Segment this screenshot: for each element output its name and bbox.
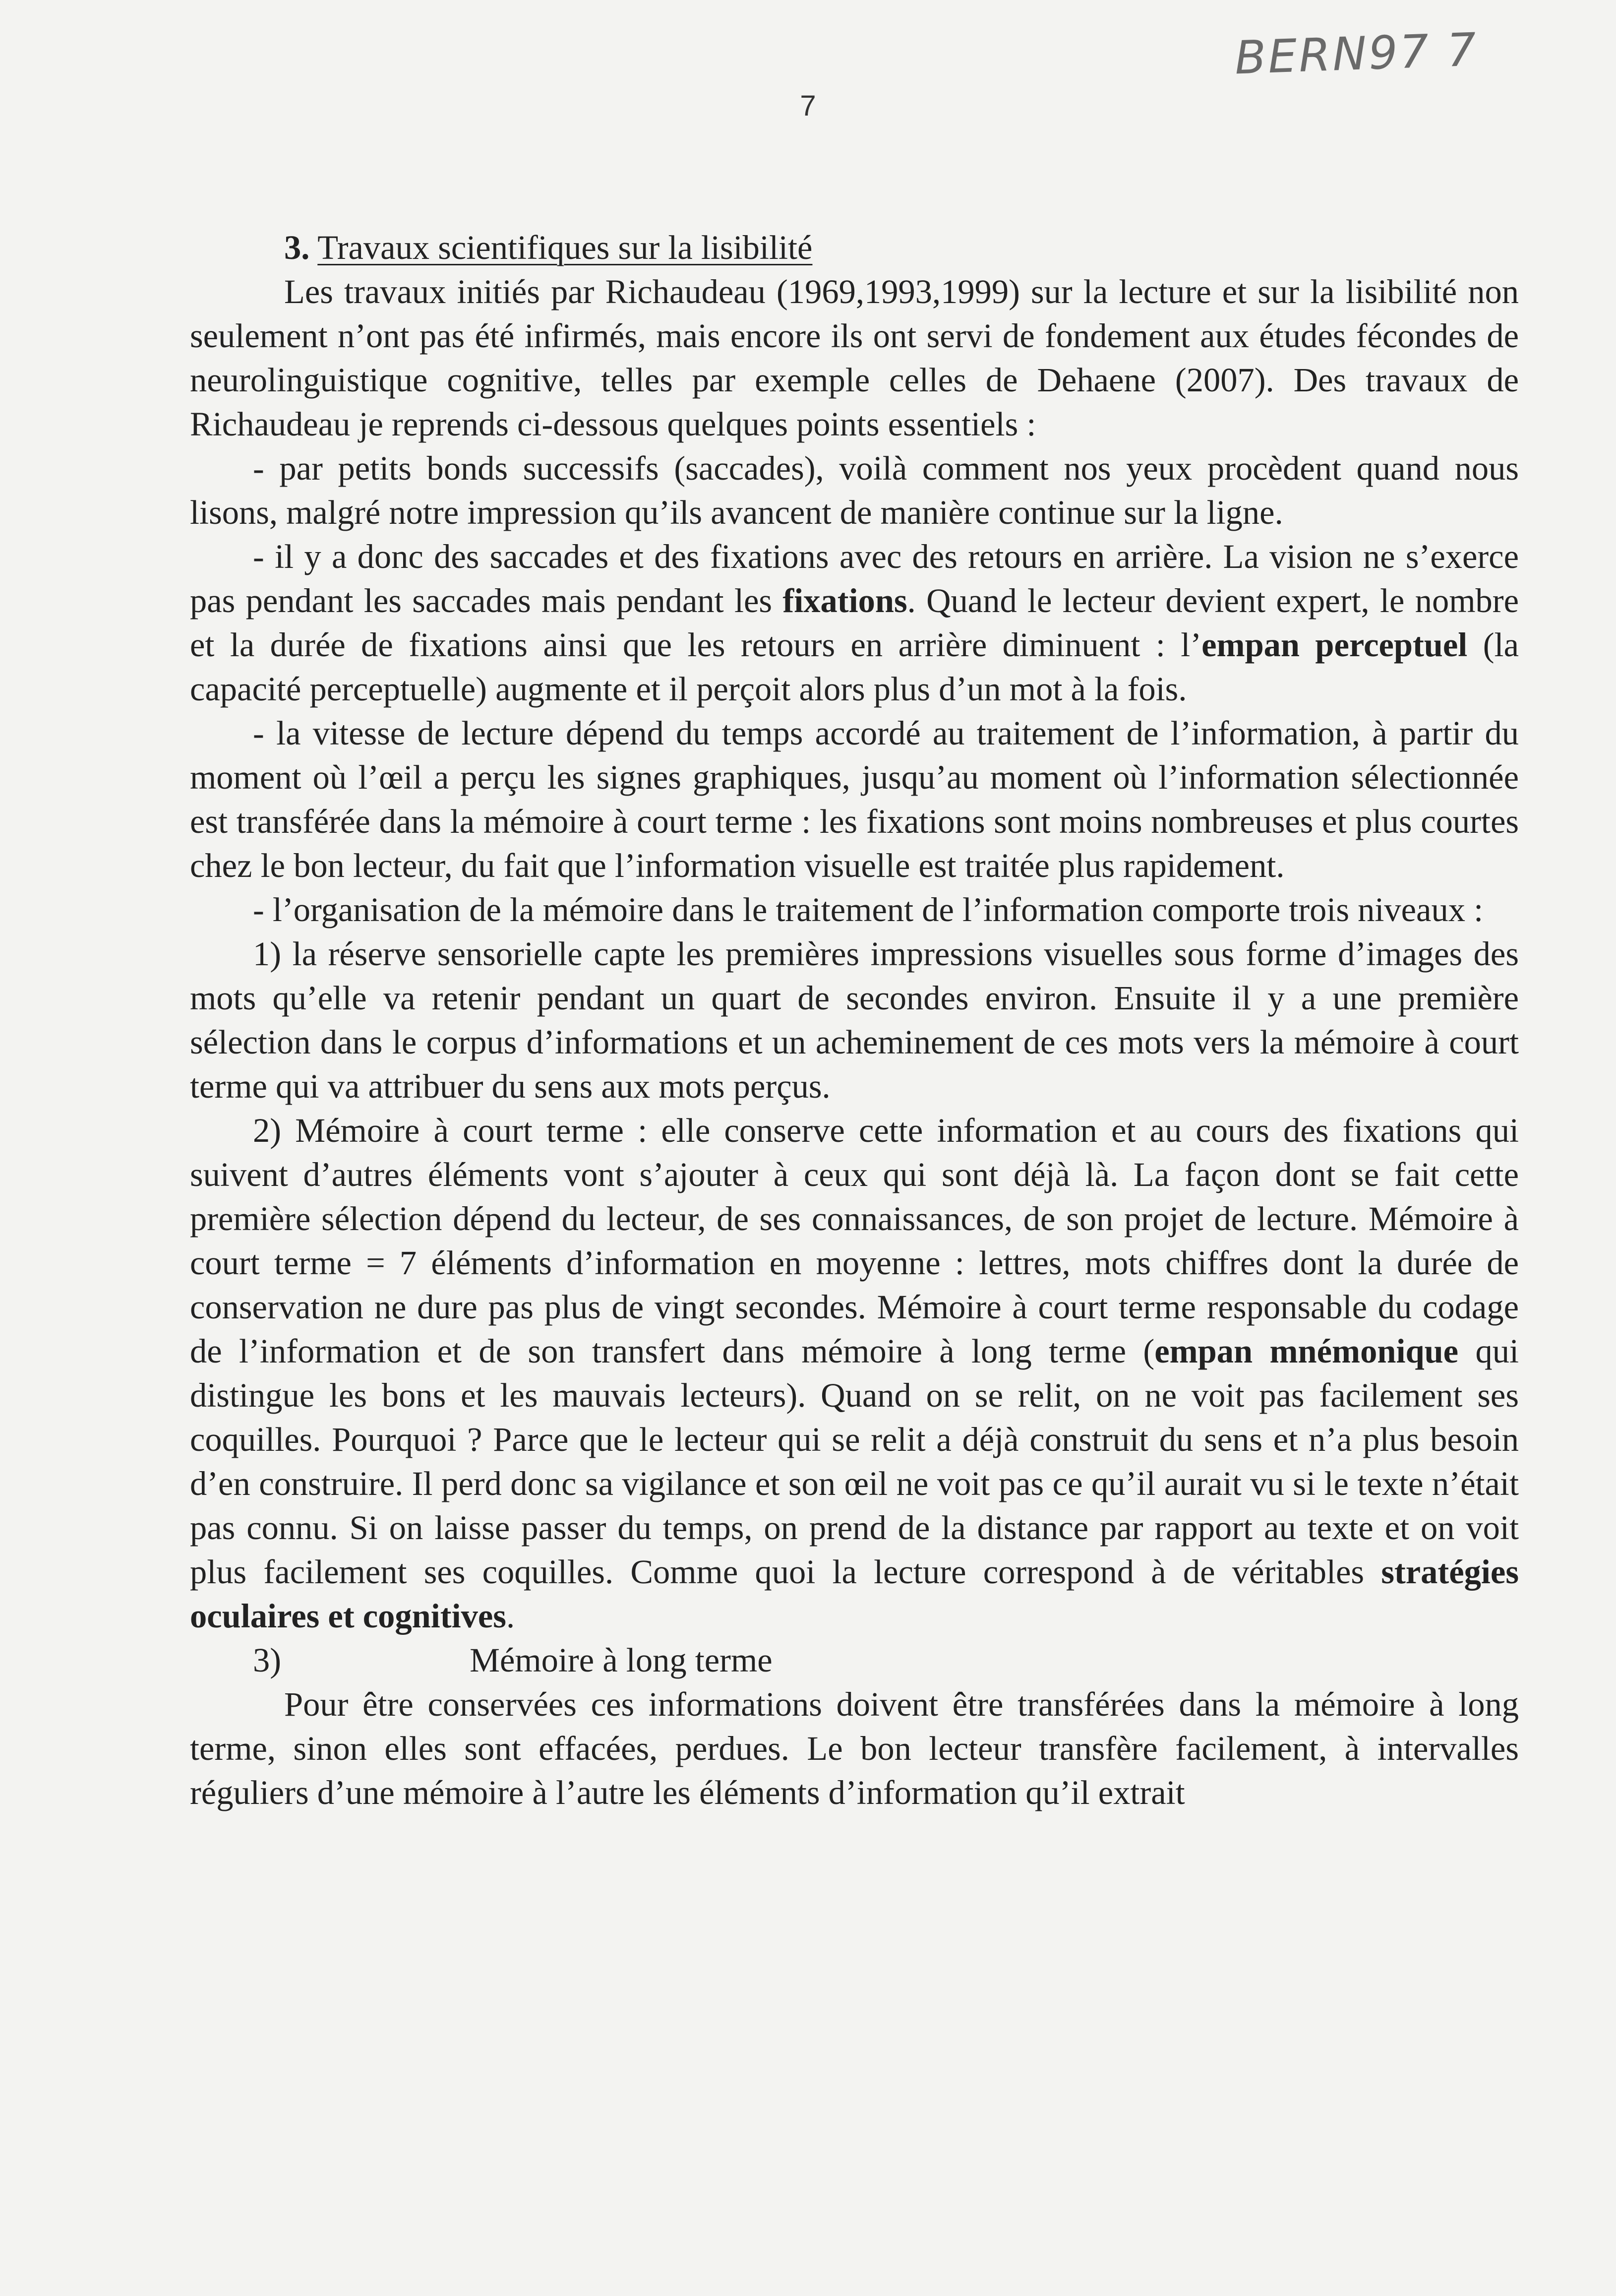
- paragraph-saccades: - par petits bonds successifs (saccades), voilà comment nos yeux procèdent quand nous lisons, malgré notre impression qu’ils avancent de manière continue sur la ligne.: [190, 449, 1519, 531]
- paragraph-intro: Les travaux initiés par Richaudeau (1969,1993,1999) sur la lecture et sur la lisibilité non seulement n’ont pas été infirmés, mais encore ils ont servi de fondement aux études fécondes de neurolinguistique cognitive, telles par exemple celles de Dehaene (2007). Des travaux de Richaudeau je reprends ci-dessous quelques points essentiels :: [190, 273, 1519, 443]
- handwritten-annotation: BERN97 7: [1234, 23, 1479, 85]
- page-number: 7: [800, 90, 816, 122]
- bold-term-empan-mnemonique: empan mnémonique: [1154, 1332, 1459, 1370]
- section-number: 3.: [284, 229, 310, 266]
- text-run: qui distingue les bons et les mauvais lecteurs). Quand on se relit, on ne voit pas facilement ses coquilles. Pourquoi ? Parce que le lecteur qui se relit a déjà construit du sens et n’a plus besoin d’en construire. Il perd donc sa vigilance et son œil ne voit pas ce qu’il aurait vu si le texte n’était pas connu. Si on laisse passer du temps, on prend de la distance par rapport au texte et on voit plus facilement ses coquilles. Comme quoi la lecture correspond à de véritables: [190, 1332, 1519, 1591]
- paragraph-memoire-court-terme: [190, 1109, 1519, 1638]
- subsection-heading: [190, 1638, 1519, 1682]
- paragraph-long-terme: Pour être conservées ces informations doivent être transférées dans la mémoire à long terme, sinon elles sont effacées, perdues. Le bon lecteur transfère facilement, à intervalles réguliers d’une mémoire à l’autre les éléments d’information qu’il extrait: [190, 1685, 1519, 1811]
- bold-term-empan-perceptuel: empan perceptuel: [1201, 626, 1468, 664]
- paragraph-vitesse: - la vitesse de lecture dépend du temps accordé au traitement de l’information, à partir du moment où l’œil a perçu les signes graphiques, jusqu’au moment où l’information sélectionnée est transférée dans la mémoire à court terme : les fixations sont moins nombreuses et plus courtes chez le bon lecteur, du fait que l’information visuelle est traitée plus rapidement.: [190, 714, 1519, 884]
- subsection-title: Mémoire à long terme: [470, 1641, 773, 1679]
- text-run: (la capacité perceptuelle) augmente et il perçoit alors plus d’un mot à la fois.: [190, 626, 1519, 708]
- subsection-number: 3): [253, 1641, 282, 1679]
- paragraph-fixations: [190, 535, 1519, 711]
- section-heading: [190, 226, 1519, 270]
- bold-term-strategies: stratégies oculaires et cognitives: [190, 1553, 1519, 1635]
- text-run: 2) Mémoire à court terme : elle conserve cette information et au cours des fixations qui suivent d’autres éléments vont s’ajouter à ceux qui sont déjà là. La façon dont se fait cette première sélection dépend du lecteur, de ses connaissances, de son projet de lecture. Mémoire à court terme = 7 éléments d’information en moyenne : lettres, mots chiffres dont la durée de conservation ne dure pas plus de vingt secondes. Mémoire à court terme responsable du codage de l’information et de son transfert dans mémoire à long terme (: [190, 1112, 1519, 1370]
- text-run: - il y a donc des saccades et des fixations avec des retours en arrière. La vision ne s’exerce pas pendant les saccades mais pendant les: [190, 538, 1519, 620]
- text-run: .: [506, 1597, 515, 1635]
- paragraph-organisation: - l’organisation de la mémoire dans le traitement de l’information comporte trois niveaux :: [253, 891, 1484, 929]
- bold-term-fixations: fixations: [782, 582, 907, 620]
- text-run: . Quand le lecteur devient expert, le nombre et la durée de fixations ainsi que les retours en arrière diminuent : l’: [190, 582, 1519, 664]
- document-body: [190, 226, 1519, 1815]
- section-title: Travaux scientifiques sur la lisibilité: [317, 229, 813, 266]
- paragraph-reserve-sensorielle: 1) la réserve sensorielle capte les premières impressions visuelles sous forme d’images des mots qu’elle va retenir pendant un quart de secondes environ. Ensuite il y a une première sélection dans le corpus d’informations et un acheminement de ces mots vers la mémoire à court terme qui va attribuer du sens aux mots perçus.: [190, 935, 1519, 1105]
